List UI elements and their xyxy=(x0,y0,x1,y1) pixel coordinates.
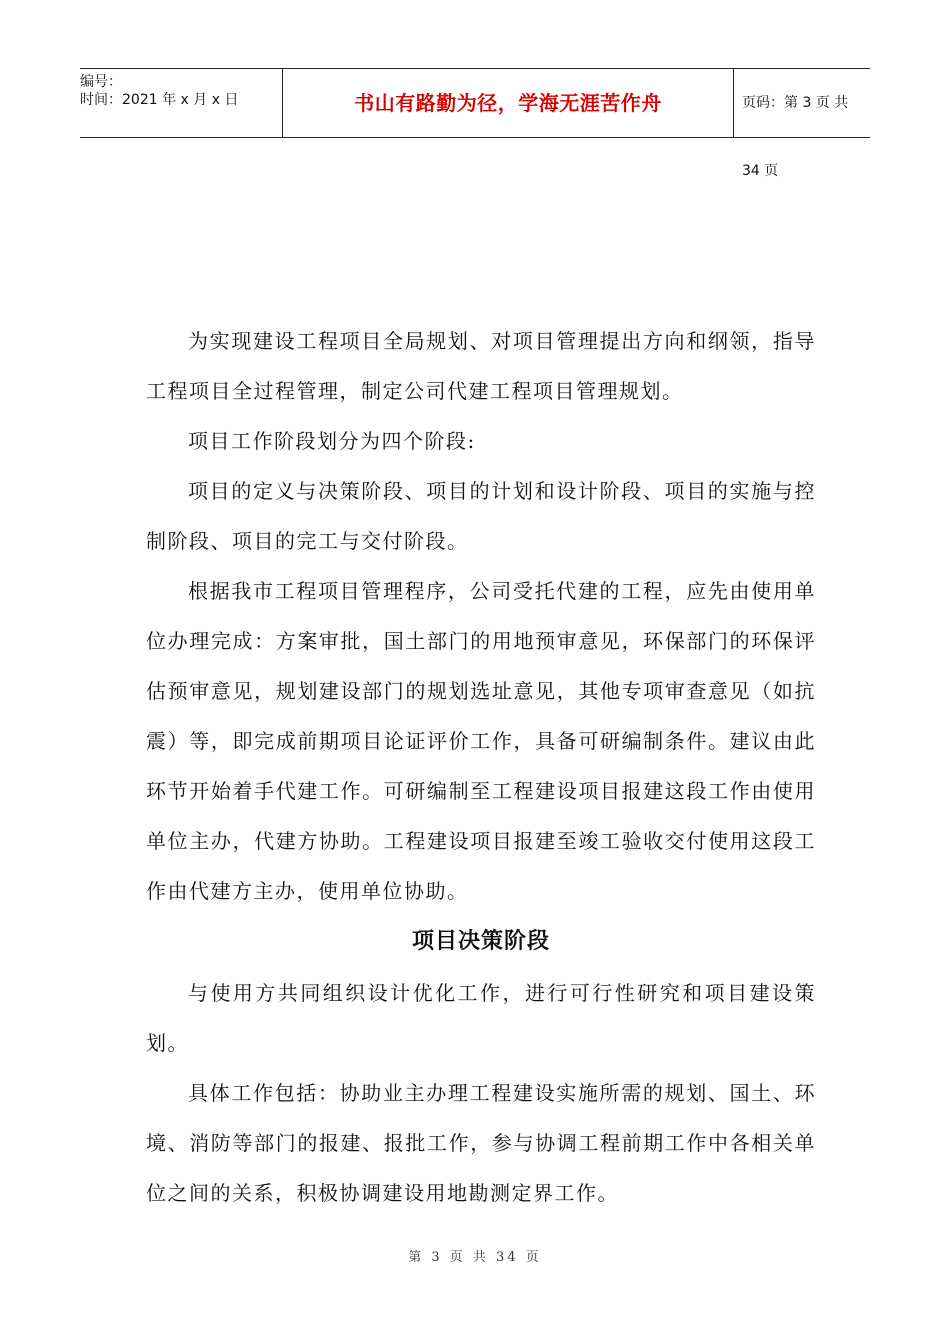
document-date-label: 时间：2021 年 x 月 x 日 xyxy=(80,92,239,108)
paragraph-stages-heading: 项目工作阶段划分为四个阶段: xyxy=(188,429,476,453)
paragraph-stages-list: 项目的定义与决策阶段、项目的计划和设计阶段、项目的实施与控制阶段、项目的完工与交付阶段。 xyxy=(146,479,816,553)
page-footer: 第 3 页 共 34 页 xyxy=(408,1250,542,1265)
paragraph-decision-details: 具体工作包括：协助业主办理工程建设实施所需的规划、国土、环境、消防等部门的报建、报批工作，参与协调工程前期工作中各相关单位之间的关系，积极协调建设用地勘测定界工作。 xyxy=(146,1081,816,1205)
paragraph-decision-overview: 与使用方共同组织设计优化工作，进行可行性研究和项目建设策划。 xyxy=(146,981,816,1055)
header-motto: 书山有路勤为径，学海无涯苦作舟 xyxy=(282,69,734,137)
section-title: 项目决策阶段 xyxy=(411,929,550,954)
document-header xyxy=(80,68,870,179)
document-body xyxy=(146,316,816,1218)
header-meta-cell xyxy=(80,69,282,137)
header-page-info: 页码：第 3 页 共 34 页 xyxy=(742,95,849,179)
document-number-label: 编号： xyxy=(80,74,122,90)
paragraph-intro: 为实现建设工程项目全局规划、对项目管理提出方向和纲领，指导工程项目全过程管理，制定公司代建工程项目管理规划。 xyxy=(146,329,816,403)
paragraph-procedure: 根据我市工程项目管理程序，公司受托代建的工程，应先由使用单位办理完成：方案审批，国土部门的用地预审意见，环保部门的环保评估预审意见，规划建设部门的规划选址意见，其他专项审查意见（如抗震）等，即完成前期项目论证评价工作，具备可研编制条件。建议由此环节开始着手代建工作。可研编制至工程建设项目报建这段工作由使用单位主办，代建方协助。工程建设项目报建至竣工验收交付使用这段工作由代建方主办，使用单位协助。 xyxy=(146,579,816,903)
